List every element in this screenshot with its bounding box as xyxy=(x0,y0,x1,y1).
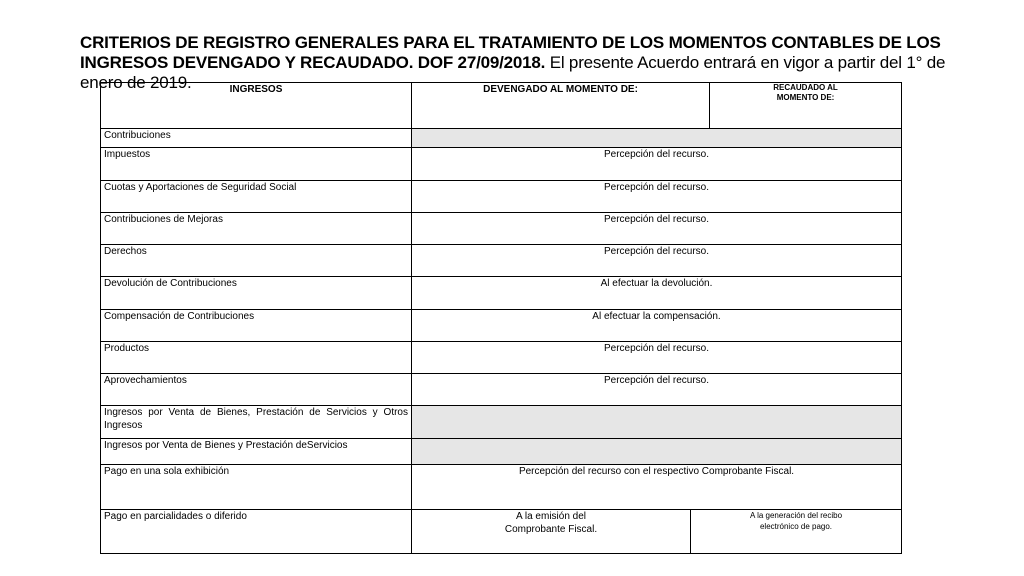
row-label-mejoras: Contribuciones de Mejoras xyxy=(101,213,412,245)
row-label-compensacion: Compensación de Contribuciones xyxy=(101,310,412,342)
table-row xyxy=(101,213,902,245)
table-row xyxy=(101,148,902,181)
row-label-derechos: Derechos xyxy=(101,245,412,277)
row-value-mejoras: Percepción del recurso. xyxy=(412,213,902,245)
criteria-table xyxy=(100,82,902,554)
table-row xyxy=(101,245,902,277)
row-label-ventas: Ingresos por Venta de Bienes, Prestación de Servicios y Otros Ingresos xyxy=(101,406,412,439)
table-row xyxy=(101,310,902,342)
row-label-devolucion: Devolución de Contribuciones xyxy=(101,277,412,310)
row-value-devolucion: Al efectuar la devolución. xyxy=(412,277,902,310)
table-row xyxy=(101,277,902,310)
table-row xyxy=(101,181,902,213)
table-row xyxy=(101,465,902,510)
table-row xyxy=(101,439,902,465)
row-label-impuestos: Impuestos xyxy=(101,148,412,181)
row-label-productos: Productos xyxy=(101,342,412,374)
header-ingresos: INGRESOS xyxy=(101,83,412,129)
row-label-contribuciones: Contribuciones xyxy=(101,129,412,148)
row-label-aprovechamientos: Aprovechamientos xyxy=(101,374,412,406)
table-row xyxy=(101,406,902,439)
row-value-productos: Percepción del recurso. xyxy=(412,342,902,374)
title-bold: CRITERIOS DE REGISTRO GENERALES PARA EL TRATAMIENTO DE LOS MOMENTOS CONTABLES DE LOS INGRESOS DEVENGADO Y RECAUDADO. DOF 27/09/2018. xyxy=(80,33,941,72)
row-label-cuotas: Cuotas y Aportaciones de Seguridad Social xyxy=(101,181,412,213)
row-value-empty xyxy=(412,129,902,148)
row-value-empty xyxy=(412,439,902,465)
table-row xyxy=(101,510,902,554)
row-value-impuestos: Percepción del recurso. xyxy=(412,148,902,181)
row-label-parcial: Pago en parcialidades o diferido xyxy=(101,510,412,554)
header-recaudado: RECAUDADO AL MOMENTO DE: xyxy=(710,83,902,129)
row-value-compensacion: Al efectuar la compensación. xyxy=(412,310,902,342)
table-row xyxy=(101,129,902,148)
row-value-sola: Percepción del recurso con el respectivo Comprobante Fiscal. xyxy=(412,465,902,510)
table-row xyxy=(101,374,902,406)
header-devengado: DEVENGADO AL MOMENTO DE: xyxy=(412,83,710,129)
row-value-parcial-devengado: A la emisión del Comprobante Fiscal. xyxy=(412,510,691,554)
row-value-parcial-recaudado: A la generación del recibo electrónico de pago. xyxy=(691,510,902,554)
row-label-ventas-sub: Ingresos por Venta de Bienes y Prestación deServicios xyxy=(101,439,412,465)
row-value-aprovechamientos: Percepción del recurso. xyxy=(412,374,902,406)
row-label-sola: Pago en una sola exhibición xyxy=(101,465,412,510)
row-value-cuotas: Percepción del recurso. xyxy=(412,181,902,213)
header-row xyxy=(101,83,902,129)
row-value-empty xyxy=(412,406,902,439)
table-row xyxy=(101,342,902,374)
row-value-derechos: Percepción del recurso. xyxy=(412,245,902,277)
title-normal: El presente Acuerdo entrará en vigor a partir del 1° de enero de 2019. xyxy=(80,53,946,92)
